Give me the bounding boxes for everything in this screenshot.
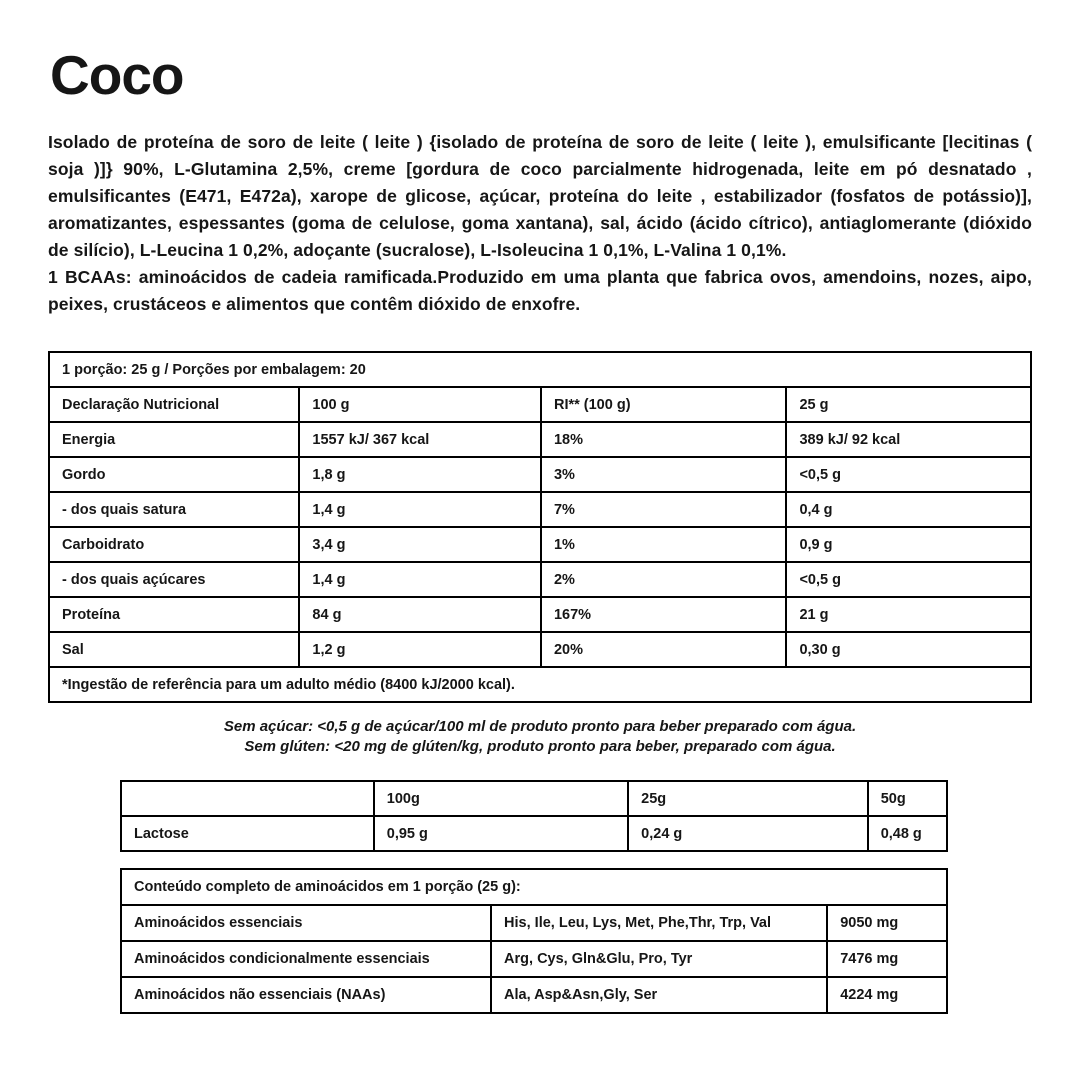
row-value: 0,48 g: [868, 816, 947, 851]
row-value: 0,95 g: [374, 816, 628, 851]
nutrition-table: [48, 351, 1032, 703]
bcaa-allergen-note: 1 BCAAs: aminoácidos de cadeia ramificada.Produzido em uma planta que fabrica ovos, amendoins, nozes, aipo, peixes, crustáceos e alimentos que contêm dióxido de enxofre.: [48, 267, 1032, 314]
row-value: 1,4 g: [299, 492, 541, 527]
table-row: [121, 816, 947, 851]
ingredients-text: Isolado de proteína de soro de leite ( leite ) {isolado de proteína de soro de leite ( leite ), emulsificante [lecitinas ( soja )]} 90%, L-Glutamina 2,5%, creme [gordura de coco parcialmente hidrogenada, leite em pó desnatado , emulsificantes (E471, E472a), xarope de glicose, açúcar, proteína do leite , estabilizador (fosfatos de potássio)], aromatizantes, espessantes (goma de celulose, goma xantana), sal, ácido (ácido cítrico), antiaglomerante (dióxido de silício), L-Leucina 1 0,2%, adoçante (sucralose), L-Isoleucina 1 0,1%, L-Valina 1 0,1%.: [48, 132, 1032, 260]
row-value: 3%: [541, 457, 787, 492]
row-value: 2%: [541, 562, 787, 597]
row-value: 1,8 g: [299, 457, 541, 492]
row-label: Aminoácidos condicionalmente essenciais: [121, 941, 491, 977]
table-row: [49, 492, 1031, 527]
row-value: 84 g: [299, 597, 541, 632]
row-value: 1,2 g: [299, 632, 541, 667]
column-header: 50g: [868, 781, 947, 816]
row-label: - dos quais satura: [49, 492, 299, 527]
row-value: His, Ile, Leu, Lys, Met, Phe,Thr, Trp, Val: [491, 905, 827, 941]
row-label: Sal: [49, 632, 299, 667]
row-value: 0,24 g: [628, 816, 868, 851]
row-value: 4224 mg: [827, 977, 947, 1013]
column-header: 100g: [374, 781, 628, 816]
column-header: RI** (100 g): [541, 387, 787, 422]
row-value: <0,5 g: [786, 562, 1031, 597]
row-label: Aminoácidos não essenciais (NAAs): [121, 977, 491, 1013]
column-header: 25g: [628, 781, 868, 816]
row-value: 0,4 g: [786, 492, 1031, 527]
row-value: 7476 mg: [827, 941, 947, 977]
row-label: Lactose: [121, 816, 374, 851]
table-header-row: [49, 387, 1031, 422]
amino-title-row: [121, 869, 947, 905]
row-label: - dos quais açúcares: [49, 562, 299, 597]
sugar-free-claim: Sem açúcar: <0,5 g de açúcar/100 ml de produto pronto para beber preparado com água.: [223, 718, 857, 735]
reference-intake-footnote: *Ingestão de referência para um adulto médio (8400 kJ/2000 kcal).: [49, 667, 1031, 702]
row-label: Proteína: [49, 597, 299, 632]
gluten-free-claim: Sem glúten: <20 mg de glúten/kg, produto pronto para beber, preparado com água.: [244, 738, 836, 755]
row-label: Carboidrato: [49, 527, 299, 562]
table-row: [49, 562, 1031, 597]
row-label: Gordo: [49, 457, 299, 492]
row-value: 3,4 g: [299, 527, 541, 562]
page-title: Coco: [50, 44, 184, 106]
table-row: [121, 941, 947, 977]
row-label: Aminoácidos essenciais: [121, 905, 491, 941]
table-row: [49, 422, 1031, 457]
table-row: [49, 527, 1031, 562]
row-value: 1557 kJ/ 367 kcal: [299, 422, 541, 457]
table-row: [121, 905, 947, 941]
table-row: [121, 977, 947, 1013]
row-value: 9050 mg: [827, 905, 947, 941]
row-value: 7%: [541, 492, 787, 527]
table-row: [49, 632, 1031, 667]
row-value: 20%: [541, 632, 787, 667]
row-value: Ala, Asp&Asn,Gly, Ser: [491, 977, 827, 1013]
row-label: Energia: [49, 422, 299, 457]
row-value: 1%: [541, 527, 787, 562]
column-header: 25 g: [786, 387, 1031, 422]
serving-info: 1 porção: 25 g / Porções por embalagem: 20: [49, 352, 1031, 387]
column-header-empty: [121, 781, 374, 816]
row-value: 389 kJ/ 92 kcal: [786, 422, 1031, 457]
table-row: [49, 457, 1031, 492]
row-value: 0,30 g: [786, 632, 1031, 667]
amino-acids-table: [120, 868, 948, 1014]
column-header: Declaração Nutricional: [49, 387, 299, 422]
row-value: 18%: [541, 422, 787, 457]
lactose-table: [120, 780, 948, 852]
row-value: 167%: [541, 597, 787, 632]
row-value: 21 g: [786, 597, 1031, 632]
table-header-row: [121, 781, 947, 816]
serving-info-row: [49, 352, 1031, 387]
table-row: [49, 597, 1031, 632]
footnote-row: [49, 667, 1031, 702]
column-header: 100 g: [299, 387, 541, 422]
row-value: 1,4 g: [299, 562, 541, 597]
row-value: <0,5 g: [786, 457, 1031, 492]
row-value: 0,9 g: [786, 527, 1031, 562]
row-value: Arg, Cys, Gln&Glu, Pro, Tyr: [491, 941, 827, 977]
amino-table-title: Conteúdo completo de aminoácidos em 1 porção (25 g):: [121, 869, 947, 905]
